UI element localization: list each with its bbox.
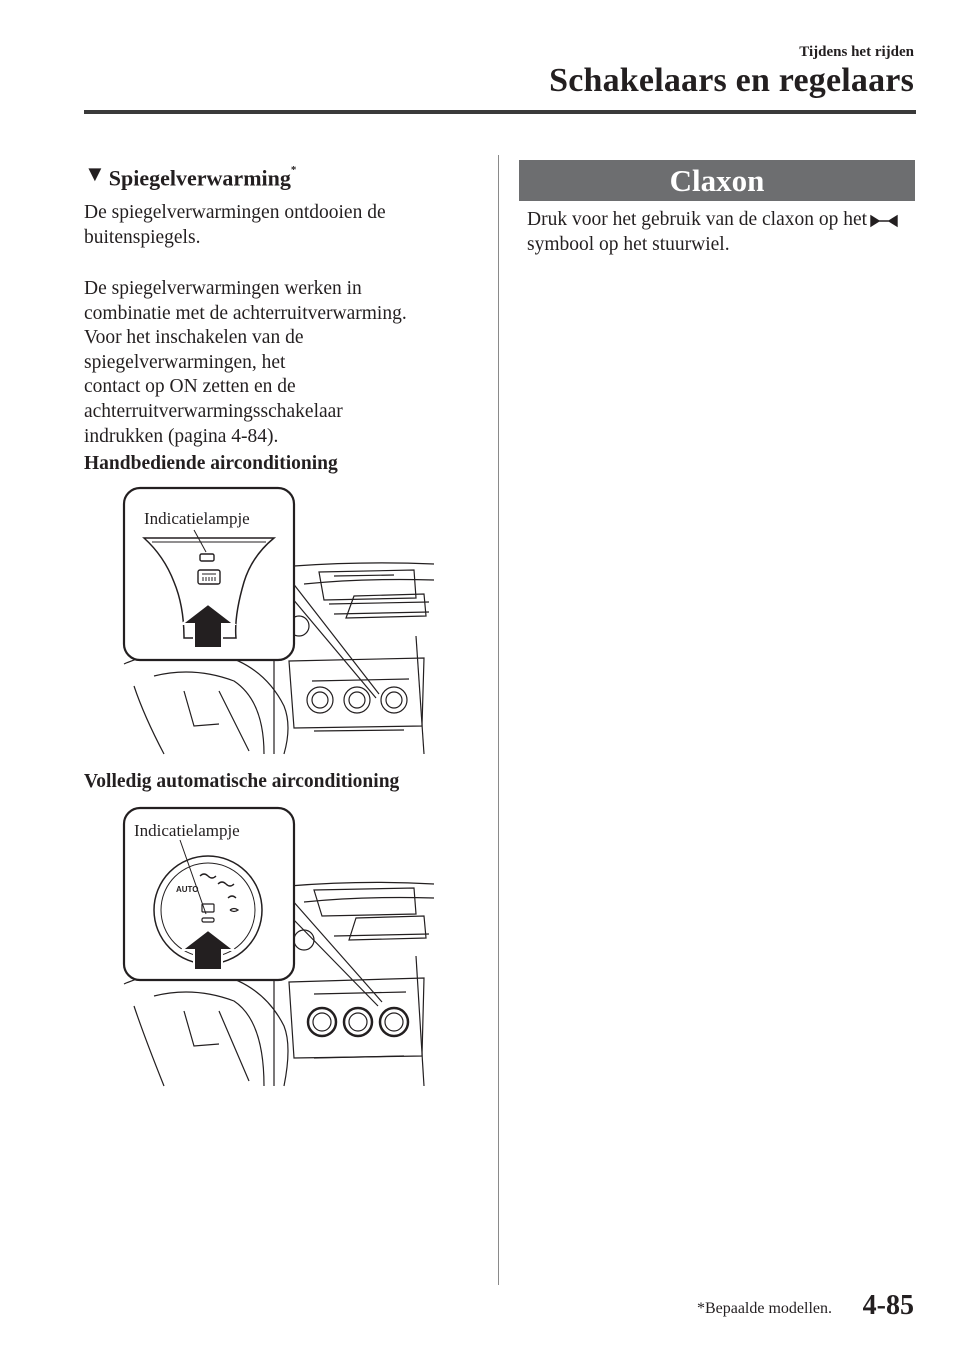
figure-2-caption: Volledig automatische airconditioning: [84, 771, 400, 792]
paragraph-intro: De spiegelverwarmingen ontdooien de buitenspiegels.: [84, 202, 386, 248]
paragraph-line: combinatie met de achterruitverwarming.: [84, 302, 407, 324]
paragraph-line: Voor het inschakelen van de: [84, 327, 304, 349]
column-divider: [498, 155, 499, 1285]
paragraph-line: De spiegelverwarmingen werken in: [84, 278, 362, 299]
page-number: 4-85: [862, 1290, 914, 1321]
claxon-text-after: symbool op het stuurwiel.: [527, 233, 730, 255]
paragraph-line: achterruitverwarmingsschakelaar: [84, 400, 343, 422]
automatic-ac-illustration: [124, 806, 444, 1086]
heading-text: Spiegelverwarming: [108, 165, 291, 191]
chapter-title: Schakelaars en regelaars: [549, 62, 914, 99]
paragraph-line: contact op ON zetten en de: [84, 376, 296, 398]
manual-ac-illustration: [124, 486, 444, 754]
section-heading: [84, 160, 479, 192]
horn-icon: [869, 214, 899, 228]
triangle-bullet-icon: ▼: [84, 161, 106, 186]
claxon-text-before: Druk voor het gebruik van de claxon op het: [527, 209, 868, 230]
claxon-instruction: [527, 208, 907, 257]
footnote: *Bepaalde modellen.: [696, 1300, 832, 1317]
indicator-callout-label: Indicatielampje: [134, 821, 240, 840]
heading-asterisk: *: [290, 164, 297, 176]
auto-label: AUTO: [176, 885, 199, 894]
indicator-callout-label: Indicatielampje: [144, 509, 250, 528]
paragraph-operation: [84, 277, 479, 449]
claxon-section-banner: Claxon: [519, 160, 915, 201]
paragraph-line: indrukken (pagina 4-84).: [84, 425, 279, 447]
section-kicker: Tijdens het rijden: [799, 44, 914, 60]
paragraph-line: spiegelverwarmingen, het: [84, 351, 286, 373]
figure-1-caption: Handbediende airconditioning: [84, 453, 338, 474]
header-rule: [84, 110, 916, 114]
leader-line: [292, 918, 378, 1006]
